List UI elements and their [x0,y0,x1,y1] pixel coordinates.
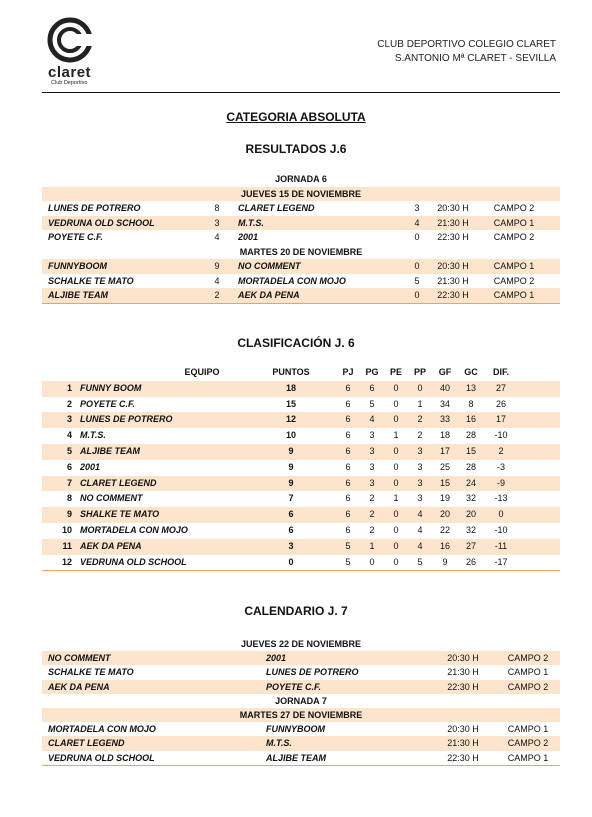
drawn: 0 [393,446,399,456]
home-team: VEDRUNA OLD SCHOOL [48,217,155,228]
away-team: AEK DA PENA [238,290,300,300]
lost: 4 [417,525,423,535]
standings-row [42,381,560,397]
lost: 3 [417,493,423,504]
drawn: 0 [393,461,399,472]
played: 6 [345,525,351,535]
goal-difference: -17 [494,556,508,567]
home-team: SCHALKE TE MATO [48,275,134,286]
home-score: 8 [214,203,220,213]
result-row [42,230,560,245]
results-day-row [42,187,560,202]
calendar-day-row [42,708,560,723]
points: 0 [288,556,294,567]
match-time: 20:30 H [437,261,469,271]
won: 3 [369,461,375,472]
match-time: 21:30 H [437,275,469,286]
points: 15 [285,398,296,409]
away-team: NO COMMENT [238,261,301,271]
points: 12 [285,414,296,425]
col-gf: GF [438,367,452,377]
team-name: ALJIBE TEAM [80,446,141,456]
home-score: 2 [214,290,220,300]
team-name: FUNNY BOOM [80,382,142,393]
home-score: 3 [214,217,220,228]
match-field: CAMPO 2 [507,738,549,749]
match-time: 21:30 H [447,667,479,678]
played: 6 [345,493,351,504]
col-gc: GC [464,367,478,377]
calendar-day-row [42,637,560,652]
club-logo [46,14,106,86]
away-team: M.T.S. [238,217,264,228]
goals-against: 16 [465,414,476,425]
home-team: LUNES DE POTRERO [48,203,141,213]
home-team: AEK DA PENA [48,681,110,692]
row-rule [42,765,560,766]
drawn: 0 [393,477,399,488]
day-label: JUEVES 15 DE NOVIEMBRE [240,188,362,199]
club-line-2: S.ANTONIO Mª CLARET - SEVILLA [394,53,556,64]
match-field: CAMPO 1 [507,752,549,763]
home-score: 4 [214,275,220,286]
away-score: 0 [414,290,420,300]
club-name [377,38,556,66]
won: 0 [369,556,375,567]
team-name: LUNES DE POTRERO [80,414,173,425]
goal-difference: -3 [496,461,505,472]
goals-for: 18 [439,430,450,441]
away-score: 0 [414,232,420,242]
match-field: CAMPO 1 [507,667,549,678]
won: 2 [369,493,375,504]
team-name: SHALKE TE MATO [80,509,160,520]
day-label: MARTES 20 DE NOVIEMBRE [239,246,363,257]
calendar-row [42,651,560,666]
goal-difference: 17 [495,414,506,425]
result-row [42,259,560,274]
lost: 3 [417,446,423,456]
team-name: VEDRUNA OLD SCHOOL [80,556,187,567]
away-score: 3 [414,203,420,213]
played: 6 [345,382,351,393]
home-team: MORTADELA CON MOJO [48,724,156,735]
position: 7 [66,477,72,488]
drawn: 1 [393,430,399,441]
team-name: POYETE C.F. [80,398,136,409]
col-pg: PG [365,367,379,377]
position: 10 [61,525,72,535]
calendar-row [42,665,560,680]
match-field: CAMPO 1 [493,261,535,271]
won: 4 [369,414,375,425]
away-score: 5 [414,275,420,286]
goals-against: 27 [465,540,476,551]
position: 12 [61,556,72,567]
points: 7 [288,493,294,504]
goal-difference: 0 [498,509,504,520]
away-team: FUNNYBOOM [266,724,325,735]
standings-row [42,460,560,476]
goals-for: 15 [439,477,450,488]
logo-subtitle: Club Deportivo [51,80,88,86]
match-field: CAMPO 2 [493,275,535,286]
drawn: 1 [393,493,399,504]
row-rule [42,570,560,571]
row-rule [42,303,560,304]
match-time: 20:30 H [437,203,469,213]
away-team: 2001 [266,653,287,664]
points: 10 [285,430,296,441]
lost: 2 [417,414,423,425]
played: 6 [345,509,351,520]
won: 2 [369,525,375,535]
goals-against: 32 [465,493,476,504]
home-score: 9 [214,261,220,271]
drawn: 0 [393,525,399,535]
lost: 0 [417,382,423,393]
drawn: 0 [393,382,399,393]
home-team: SCHALKE TE MATO [48,667,134,678]
goal-difference: -10 [494,525,508,535]
home-team: CLARET LEGEND [48,738,125,749]
lost: 2 [417,430,423,441]
day-label: JUEVES 22 DE NOVIEMBRE [240,639,362,649]
calendar-title: CALENDARIO J. 7 [244,604,348,618]
goal-difference: 27 [495,382,506,393]
match-time: 21:30 H [437,217,469,228]
drawn: 0 [393,540,399,551]
col-pp: PP [413,367,426,377]
away-score: 0 [414,261,420,271]
match-field: CAMPO 2 [493,203,535,213]
standings-row [42,491,560,507]
lost: 1 [417,398,423,409]
team-name: M.T.S. [80,430,106,441]
won: 2 [369,509,375,520]
won: 5 [369,398,375,409]
match-time: 20:30 H [447,724,479,735]
match-field: CAMPO 2 [493,232,535,242]
home-team: FUNNYBOOM [48,261,107,271]
team-name: CLARET LEGEND [80,477,157,488]
home-team: ALJIBE TEAM [48,290,109,300]
won: 3 [369,477,375,488]
home-team: VEDRUNA OLD SCHOOL [48,752,155,763]
result-row [42,288,560,303]
points: 18 [285,382,296,393]
goal-difference: 2 [498,446,504,456]
standings-header-row [42,365,560,381]
away-team: CLARET LEGEND [238,203,315,213]
played: 5 [345,540,351,551]
results-jornada-row [42,172,560,187]
away-team: MORTADELA CON MOJO [238,275,346,286]
points: 3 [288,540,294,551]
jornada-label: JORNADA 7 [275,695,327,706]
points: 6 [288,525,294,535]
match-time: 22:30 H [437,290,469,300]
col-pj: PJ [342,367,354,377]
category-title: CATEGORIA ABSOLUTA [226,110,366,124]
home-score: 4 [214,232,220,242]
team-name: AEK DA PENA [80,540,142,551]
goals-for: 25 [439,461,450,472]
claret-c-logo-icon [46,14,102,66]
calendar-jornada-row [42,694,560,709]
logo-wordmark: claret [48,64,92,81]
goals-against: 24 [465,477,476,488]
points: 9 [288,461,294,472]
goal-difference: -10 [494,430,508,441]
match-field: CAMPO 2 [507,653,549,664]
points: 9 [288,477,294,488]
match-time: 22:30 H [447,681,479,692]
goals-for: 33 [439,414,450,425]
match-time: 22:30 H [447,752,479,763]
match-time: 21:30 H [447,738,479,749]
away-score: 4 [414,217,420,228]
match-field: CAMPO 1 [507,724,549,735]
calendar-row [42,736,560,751]
played: 6 [345,446,351,456]
goals-for: 19 [439,493,450,504]
points: 9 [288,446,294,456]
day-label: MARTES 27 DE NOVIEMBRE [239,710,363,720]
drawn: 0 [393,509,399,520]
position: 8 [66,493,72,504]
away-team: POYETE C.F. [266,681,322,692]
result-row [42,201,560,216]
team-name: MORTADELA CON MOJO [80,525,188,535]
played: 6 [345,430,351,441]
goals-for: 40 [439,382,450,393]
goal-difference: -9 [496,477,505,488]
calendar-row [42,722,560,737]
played: 6 [345,398,351,409]
result-row [42,274,560,289]
standings-row [42,444,560,460]
drawn: 0 [393,398,399,409]
drawn: 0 [393,556,399,567]
lost: 3 [417,461,423,472]
position: 6 [66,461,72,472]
played: 6 [345,477,351,488]
home-team: NO COMMENT [48,653,111,664]
goals-against: 13 [465,382,476,393]
lost: 3 [417,477,423,488]
won: 3 [369,446,375,456]
goals-against: 32 [465,525,476,535]
result-row [42,216,560,231]
match-time: 20:30 H [447,653,479,664]
lost: 4 [417,509,423,520]
col-pts: PUNTOS [272,367,310,377]
goals-for: 17 [439,446,450,456]
played: 6 [345,461,351,472]
results-day-row [42,245,560,260]
calendar-row [42,751,560,766]
lost: 5 [417,556,423,567]
standings-row [42,412,560,428]
away-team: M.T.S. [266,738,292,749]
col-dif: DIF. [492,367,509,377]
goal-difference: -13 [494,493,508,504]
away-team: LUNES DE POTRERO [266,667,359,678]
standings-row [42,523,560,539]
position: 1 [66,382,72,393]
standings-row [42,555,560,571]
goals-against: 15 [465,446,476,456]
col-team: EQUIPO [184,367,220,377]
goals-for: 9 [442,556,448,567]
team-name: NO COMMENT [80,493,143,504]
drawn: 0 [393,414,399,425]
position: 2 [66,398,72,409]
results-title: RESULTADOS J.6 [245,142,347,156]
goals-against: 28 [465,430,476,441]
won: 6 [369,382,375,393]
won: 3 [369,430,375,441]
goals-for: 16 [439,540,450,551]
standings-row [42,539,560,555]
away-team: 2001 [238,232,259,242]
standings-row [42,476,560,492]
match-field: CAMPO 2 [507,681,549,692]
goal-difference: -11 [494,540,508,551]
played: 5 [345,556,351,567]
position: 4 [66,430,72,441]
goals-against: 8 [468,398,474,409]
position: 11 [62,540,72,551]
goals-for: 34 [439,398,450,409]
points: 6 [288,509,294,520]
goals-against: 28 [465,461,476,472]
position: 3 [66,414,72,425]
goals-for: 22 [439,525,450,535]
match-time: 22:30 H [437,232,469,242]
position: 5 [66,446,72,456]
goals-for: 20 [439,509,450,520]
standings-title: CLASIFICACIÓN J. 6 [237,336,355,350]
standings-row [42,428,560,444]
jornada-label: JORNADA 6 [275,174,327,184]
won: 1 [369,540,375,551]
match-field: CAMPO 1 [493,217,535,228]
goals-against: 26 [465,556,476,567]
match-field: CAMPO 1 [493,290,535,300]
calendar-row [42,680,560,695]
position: 9 [66,509,72,520]
lost: 4 [417,540,423,551]
goals-against: 20 [465,509,476,520]
team-name: 2001 [80,461,101,472]
club-line-1: CLUB DEPORTIVO COLEGIO CLARET [377,39,556,50]
standings-row [42,507,560,523]
home-team: POYETE C.F. [48,232,104,242]
away-team: ALJIBE TEAM [266,752,327,763]
header-divider [42,92,560,93]
goal-difference: 26 [495,398,506,409]
played: 6 [345,414,351,425]
standings-row [42,397,560,413]
col-pe: PE [389,367,402,377]
